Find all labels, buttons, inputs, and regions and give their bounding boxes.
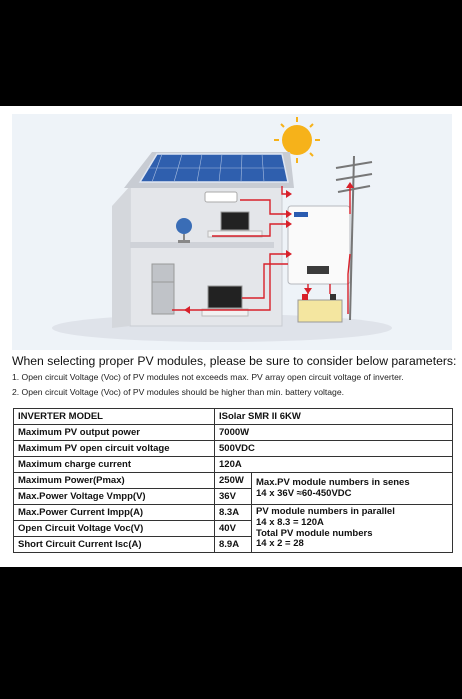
solar-system-illustration bbox=[12, 114, 452, 350]
row-value: 120A bbox=[215, 457, 453, 473]
row-value: 500VDC bbox=[215, 441, 453, 457]
table-row bbox=[14, 473, 453, 489]
note-2: 2. Open circuit Voltage (Voc) of PV modules should be higher than min. battery voltage. bbox=[12, 387, 345, 397]
calc-line: Total PV module numbers bbox=[256, 527, 373, 539]
row-label: Maximum Power(Pmax) bbox=[14, 473, 215, 489]
row-value: 36V bbox=[215, 489, 252, 505]
parallel-calc-cell bbox=[252, 505, 453, 553]
solar-panel-icon bbox=[140, 154, 288, 182]
inverter-spec-table bbox=[13, 408, 453, 553]
calc-line: 14 x 2 = 28 bbox=[256, 538, 304, 550]
table-row bbox=[14, 457, 453, 473]
row-value: 8.3A bbox=[215, 505, 252, 521]
row-label: Open Circuit Voltage Voc(V) bbox=[14, 521, 215, 537]
table-row bbox=[14, 425, 453, 441]
row-label: Maximum PV output power bbox=[14, 425, 215, 441]
table-header-row bbox=[14, 409, 453, 425]
fridge-icon bbox=[152, 264, 174, 314]
tv-icon-2 bbox=[202, 286, 248, 316]
row-value: 250W bbox=[215, 473, 252, 489]
calc-line: Max.PV module numbers in senes bbox=[256, 476, 410, 488]
series-calc-cell bbox=[252, 473, 453, 505]
calc-line: 14 x 8.3 = 120A bbox=[256, 516, 324, 528]
air-conditioner-icon bbox=[205, 192, 237, 202]
row-value: 8.9A bbox=[215, 537, 252, 553]
info-sheet bbox=[0, 106, 462, 567]
row-label: Max.Power Current Impp(A) bbox=[14, 505, 215, 521]
table-row bbox=[14, 441, 453, 457]
row-value: 40V bbox=[215, 521, 252, 537]
table-row bbox=[14, 505, 453, 521]
row-label: Short Circuit Current Isc(A) bbox=[14, 537, 215, 553]
inverter-model-value: ISolar SMR II 6KW bbox=[215, 409, 453, 425]
inverter-model-label: INVERTER MODEL bbox=[14, 409, 215, 425]
calc-line: PV module numbers in parallel bbox=[256, 506, 395, 518]
calc-line: 14 x 36V ≈60-450VDC bbox=[256, 487, 352, 499]
inverter-icon bbox=[288, 206, 350, 284]
selection-heading: When selecting proper PV modules, please be sure to consider below parameters: bbox=[12, 354, 457, 368]
note-1: 1. Open circuit Voltage (Voc) of PV modules not exceeds max. PV array open circuit voltage of inverter. bbox=[12, 372, 404, 382]
row-value: 7000W bbox=[215, 425, 453, 441]
row-label: Maximum charge current bbox=[14, 457, 215, 473]
row-label: Maximum PV open circuit voltage bbox=[14, 441, 215, 457]
row-label: Max.Power Voltage Vmpp(V) bbox=[14, 489, 215, 505]
